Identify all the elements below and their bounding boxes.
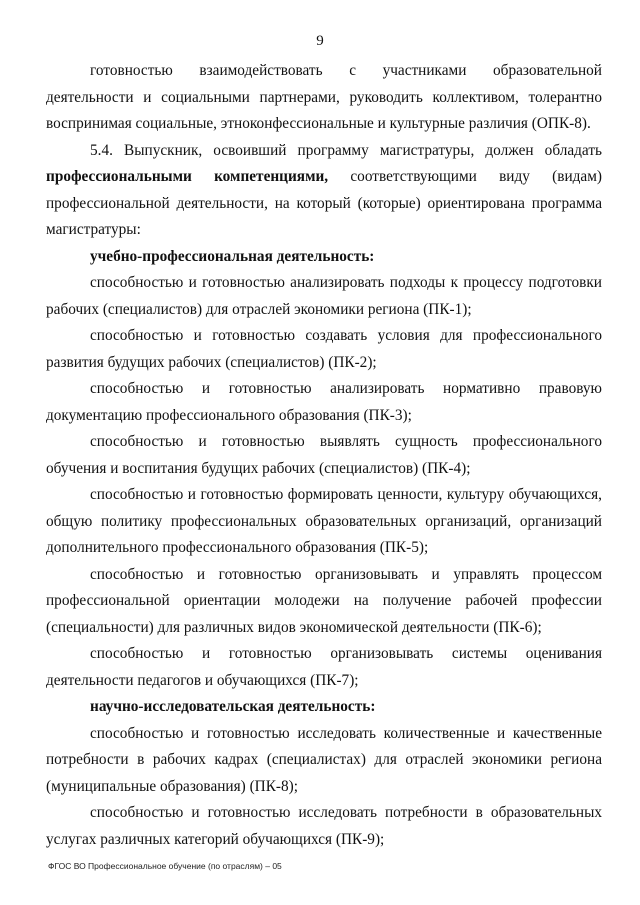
competency-pk6: способностью и готовностью организовывать и управлять процессом профессиональной ориентации молодежи на получение рабочей профессии (специальности) для различных видов экономической деятельности (ПК-6);	[46, 565, 602, 636]
paragraph-5-4	[46, 138, 602, 244]
document-body	[46, 58, 602, 853]
page-number: 9	[316, 33, 324, 49]
competency-pk1: способностью и готовностью анализировать подходы к процессу подготовки рабочих (специалистов) для отраслей экономики региона (ПК-1);	[46, 274, 602, 318]
paragraph-5-4-rest: соответствующими виду (видам) профессиональной деятельности, на который (которые) ориентирована программа магистратуры:	[46, 168, 602, 238]
competency-pk3: способностью и готовностью анализировать нормативно правовую документацию профессионального образования (ПК-3);	[46, 380, 602, 424]
competency-pk5: способностью и готовностью формировать ценности, культуру обучающихся, общую политику профессиональных образовательных организаций, организаций дополнительного профессионального образования (ПК-5);	[46, 486, 602, 556]
paragraph-5-4-intro: 5.4. Выпускник, освоивший программу магистратуры, должен обладать	[90, 141, 602, 159]
competency-pk9: способностью и готовностью исследовать потребности в образовательных услугах различных категорий обучающихся (ПК-9);	[46, 804, 602, 848]
competency-pk8: способностью и готовностью исследовать количественные и качественные потребности в рабочих кадрах (специалистах) для отраслей экономики региона (муниципальные образования) (ПК-8);	[46, 724, 602, 795]
heading-research: научно-исследовательская деятельность:	[90, 698, 376, 715]
competency-pk2: способностью и готовностью создавать условия для профессионального развития будущих рабочих (специалистов) (ПК-2);	[46, 327, 602, 371]
page-footer: ФГОС ВО Профессиональное обучение (по отраслям) – 05	[48, 861, 282, 871]
competency-pk4: способностью и готовностью выявлять сущность профессионального обучения и воспитания будущих рабочих (специалистов) (ПК-4);	[46, 433, 602, 477]
competency-pk7: способностью и готовностью организовывать системы оценивания деятельности педагогов и обучающихся (ПК-7);	[46, 645, 602, 689]
professional-competencies-bold: профессиональными компетенциями,	[46, 168, 329, 185]
heading-educational-professional: учебно-профессиональная деятельность:	[90, 247, 375, 265]
paragraph-opk8-continuation: готовностью взаимодействовать с участниками образовательной деятельности и социальными партнерами, руководить коллективом, толерантно воспринимая социальные, этноконфессиональные и культурные различия (ОПК-8).	[46, 62, 602, 132]
